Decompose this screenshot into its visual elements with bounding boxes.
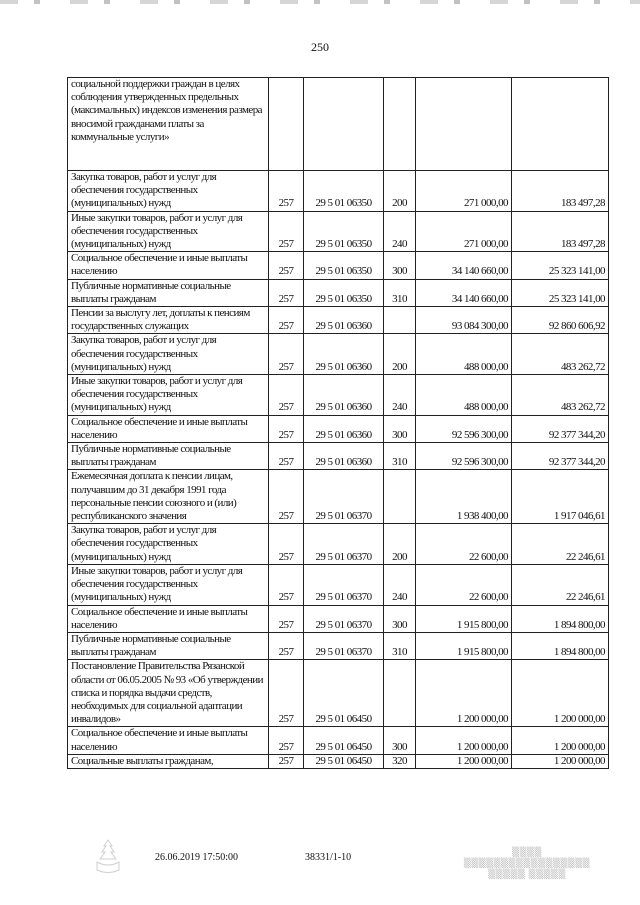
row-code: 257 bbox=[269, 211, 304, 252]
row-expense-type: 310 bbox=[384, 632, 416, 659]
row-planned-amount: 1 200 000,00 bbox=[416, 660, 512, 727]
row-expense-type bbox=[384, 470, 416, 524]
row-planned-amount: 1 938 400,00 bbox=[416, 470, 512, 524]
row-code bbox=[269, 78, 304, 171]
row-planned-amount: 1 915 800,00 bbox=[416, 605, 512, 632]
page-number: 250 bbox=[311, 40, 329, 54]
row-target-article: 29 5 01 06370 bbox=[304, 605, 384, 632]
row-actual-amount: 1 917 046,61 bbox=[512, 470, 609, 524]
row-description: Социальное обеспечение и иные выплаты населению bbox=[68, 252, 269, 279]
budget-table bbox=[67, 77, 609, 769]
row-description: Закупка товаров, работ и услуг для обеспечения государственных (муниципальных) нужд bbox=[68, 171, 269, 212]
row-code: 257 bbox=[269, 279, 304, 306]
row-target-article: 29 5 01 06360 bbox=[304, 415, 384, 442]
row-code: 257 bbox=[269, 564, 304, 605]
row-description: Закупка товаров, работ и услуг для обеспечения государственных (муниципальных) нужд bbox=[68, 334, 269, 375]
row-actual-amount: 1 894 800,00 bbox=[512, 632, 609, 659]
row-actual-amount: 1 200 000,00 bbox=[512, 754, 609, 768]
table-row bbox=[68, 564, 609, 605]
row-actual-amount: 92 377 344,20 bbox=[512, 443, 609, 470]
row-planned-amount: 271 000,00 bbox=[416, 211, 512, 252]
row-target-article: 29 5 01 06450 bbox=[304, 660, 384, 727]
row-code: 257 bbox=[269, 375, 304, 416]
row-target-article: 29 5 01 06350 bbox=[304, 279, 384, 306]
scan-edge-artifact bbox=[0, 0, 640, 4]
row-actual-amount: 1 200 000,00 bbox=[512, 660, 609, 727]
footer-doc-number: 38331/1-10 bbox=[305, 852, 352, 863]
row-description: Постановление Правительства Рязанской области от 06.05.2005 № 93 «Об утверждении списка и порядка выдачи средств, необходимых для социальной адаптации инвалидов» bbox=[68, 660, 269, 727]
row-expense-type: 240 bbox=[384, 564, 416, 605]
row-code: 257 bbox=[269, 754, 304, 768]
row-expense-type bbox=[384, 78, 416, 171]
row-expense-type bbox=[384, 660, 416, 727]
table-row bbox=[68, 727, 609, 754]
row-expense-type: 310 bbox=[384, 443, 416, 470]
row-actual-amount bbox=[512, 78, 609, 171]
row-description: Социальное обеспечение и иные выплаты населению bbox=[68, 727, 269, 754]
table-row bbox=[68, 307, 609, 334]
row-planned-amount: 34 140 660,00 bbox=[416, 279, 512, 306]
row-expense-type: 240 bbox=[384, 375, 416, 416]
table-row bbox=[68, 211, 609, 252]
table-row bbox=[68, 470, 609, 524]
row-target-article bbox=[304, 78, 384, 171]
row-planned-amount: 92 596 300,00 bbox=[416, 443, 512, 470]
table-row bbox=[68, 279, 609, 306]
table-row bbox=[68, 375, 609, 416]
row-actual-amount: 1 894 800,00 bbox=[512, 605, 609, 632]
row-target-article: 29 5 01 06370 bbox=[304, 564, 384, 605]
row-target-article: 29 5 01 06370 bbox=[304, 470, 384, 524]
row-expense-type: 300 bbox=[384, 727, 416, 754]
row-planned-amount: 1 915 800,00 bbox=[416, 632, 512, 659]
row-description: Публичные нормативные социальные выплаты гражданам bbox=[68, 632, 269, 659]
row-actual-amount: 92 377 344,20 bbox=[512, 415, 609, 442]
footer-timestamp: 26.06.2019 17:50:00 bbox=[155, 852, 239, 863]
table-row bbox=[68, 443, 609, 470]
row-actual-amount: 25 323 141,00 bbox=[512, 279, 609, 306]
row-planned-amount bbox=[416, 78, 512, 171]
row-expense-type: 320 bbox=[384, 754, 416, 768]
row-actual-amount: 25 323 141,00 bbox=[512, 252, 609, 279]
row-code: 257 bbox=[269, 334, 304, 375]
row-description: Ежемесячная доплата к пенсии лицам, получавшим до 31 декабря 1991 года персональные пенсии союзного и (или) республиканского значения bbox=[68, 470, 269, 524]
row-expense-type: 300 bbox=[384, 252, 416, 279]
row-planned-amount: 22 600,00 bbox=[416, 524, 512, 565]
row-description: Социальное обеспечение и иные выплаты населению bbox=[68, 415, 269, 442]
row-actual-amount: 1 200 000,00 bbox=[512, 727, 609, 754]
seal-icon bbox=[93, 838, 123, 874]
row-description: Социальные выплаты гражданам, bbox=[68, 754, 269, 768]
row-actual-amount: 483 262,72 bbox=[512, 334, 609, 375]
row-planned-amount: 22 600,00 bbox=[416, 564, 512, 605]
row-expense-type bbox=[384, 307, 416, 334]
table-row bbox=[68, 605, 609, 632]
row-description: Публичные нормативные социальные выплаты гражданам bbox=[68, 443, 269, 470]
table-row bbox=[68, 524, 609, 565]
row-planned-amount: 271 000,00 bbox=[416, 171, 512, 212]
row-target-article: 29 5 01 06350 bbox=[304, 171, 384, 212]
row-actual-amount: 22 246,61 bbox=[512, 524, 609, 565]
row-expense-type: 240 bbox=[384, 211, 416, 252]
row-actual-amount: 92 860 606,92 bbox=[512, 307, 609, 334]
table-row bbox=[68, 754, 609, 768]
table-row bbox=[68, 171, 609, 212]
row-planned-amount: 1 200 000,00 bbox=[416, 754, 512, 768]
row-code: 257 bbox=[269, 727, 304, 754]
row-code: 257 bbox=[269, 443, 304, 470]
row-description: Закупка товаров, работ и услуг для обеспечения государственных (муниципальных) нужд bbox=[68, 524, 269, 565]
row-description: Социальное обеспечение и иные выплаты населению bbox=[68, 605, 269, 632]
row-target-article: 29 5 01 06370 bbox=[304, 632, 384, 659]
row-planned-amount: 488 000,00 bbox=[416, 375, 512, 416]
table-row bbox=[68, 334, 609, 375]
row-code: 257 bbox=[269, 307, 304, 334]
row-planned-amount: 488 000,00 bbox=[416, 334, 512, 375]
row-expense-type: 200 bbox=[384, 524, 416, 565]
row-code: 257 bbox=[269, 605, 304, 632]
row-description: Иные закупки товаров, работ и услуг для обеспечения государственных (муниципальных) нужд bbox=[68, 211, 269, 252]
row-description: Публичные нормативные социальные выплаты гражданам bbox=[68, 279, 269, 306]
row-actual-amount: 183 497,28 bbox=[512, 211, 609, 252]
row-planned-amount: 1 200 000,00 bbox=[416, 727, 512, 754]
row-code: 257 bbox=[269, 660, 304, 727]
row-planned-amount: 34 140 660,00 bbox=[416, 252, 512, 279]
row-target-article: 29 5 01 06350 bbox=[304, 252, 384, 279]
budget-table-body bbox=[68, 78, 609, 769]
table-row bbox=[68, 660, 609, 727]
row-code: 257 bbox=[269, 415, 304, 442]
row-description: Пенсии за выслугу лет, доплаты к пенсиям государственных служащих bbox=[68, 307, 269, 334]
row-code: 257 bbox=[269, 470, 304, 524]
row-target-article: 29 5 01 06360 bbox=[304, 307, 384, 334]
row-code: 257 bbox=[269, 171, 304, 212]
row-description: Иные закупки товаров, работ и услуг для обеспечения государственных (муниципальных) нужд bbox=[68, 564, 269, 605]
row-description: Иные закупки товаров, работ и услуг для обеспечения государственных (муниципальных) нужд bbox=[68, 375, 269, 416]
row-planned-amount: 93 084 300,00 bbox=[416, 307, 512, 334]
table-row bbox=[68, 78, 609, 171]
table-row bbox=[68, 252, 609, 279]
row-description: социальной поддержки граждан в целях соблюдения утвержденных предельных (максимальных) индексов изменения размера вносимой гражданами платы за коммунальные услуги» bbox=[68, 78, 269, 171]
row-planned-amount: 92 596 300,00 bbox=[416, 415, 512, 442]
row-target-article: 29 5 01 06350 bbox=[304, 211, 384, 252]
row-target-article: 29 5 01 06450 bbox=[304, 727, 384, 754]
row-expense-type: 310 bbox=[384, 279, 416, 306]
row-expense-type: 200 bbox=[384, 334, 416, 375]
row-actual-amount: 22 246,61 bbox=[512, 564, 609, 605]
table-row bbox=[68, 632, 609, 659]
faint-stamp-watermark: ▒▒▒▒ ▒▒▒▒▒▒▒▒▒▒▒▒▒▒▒▒▒ ▒▒▒▒▒ ▒▒▒▒▒ bbox=[463, 848, 591, 880]
row-expense-type: 300 bbox=[384, 415, 416, 442]
row-target-article: 29 5 01 06360 bbox=[304, 443, 384, 470]
row-actual-amount: 183 497,28 bbox=[512, 171, 609, 212]
row-code: 257 bbox=[269, 524, 304, 565]
table-row bbox=[68, 415, 609, 442]
row-target-article: 29 5 01 06360 bbox=[304, 334, 384, 375]
row-expense-type: 200 bbox=[384, 171, 416, 212]
row-target-article: 29 5 01 06370 bbox=[304, 524, 384, 565]
row-target-article: 29 5 01 06450 bbox=[304, 754, 384, 768]
row-actual-amount: 483 262,72 bbox=[512, 375, 609, 416]
row-code: 257 bbox=[269, 252, 304, 279]
row-target-article: 29 5 01 06360 bbox=[304, 375, 384, 416]
row-expense-type: 300 bbox=[384, 605, 416, 632]
row-code: 257 bbox=[269, 632, 304, 659]
